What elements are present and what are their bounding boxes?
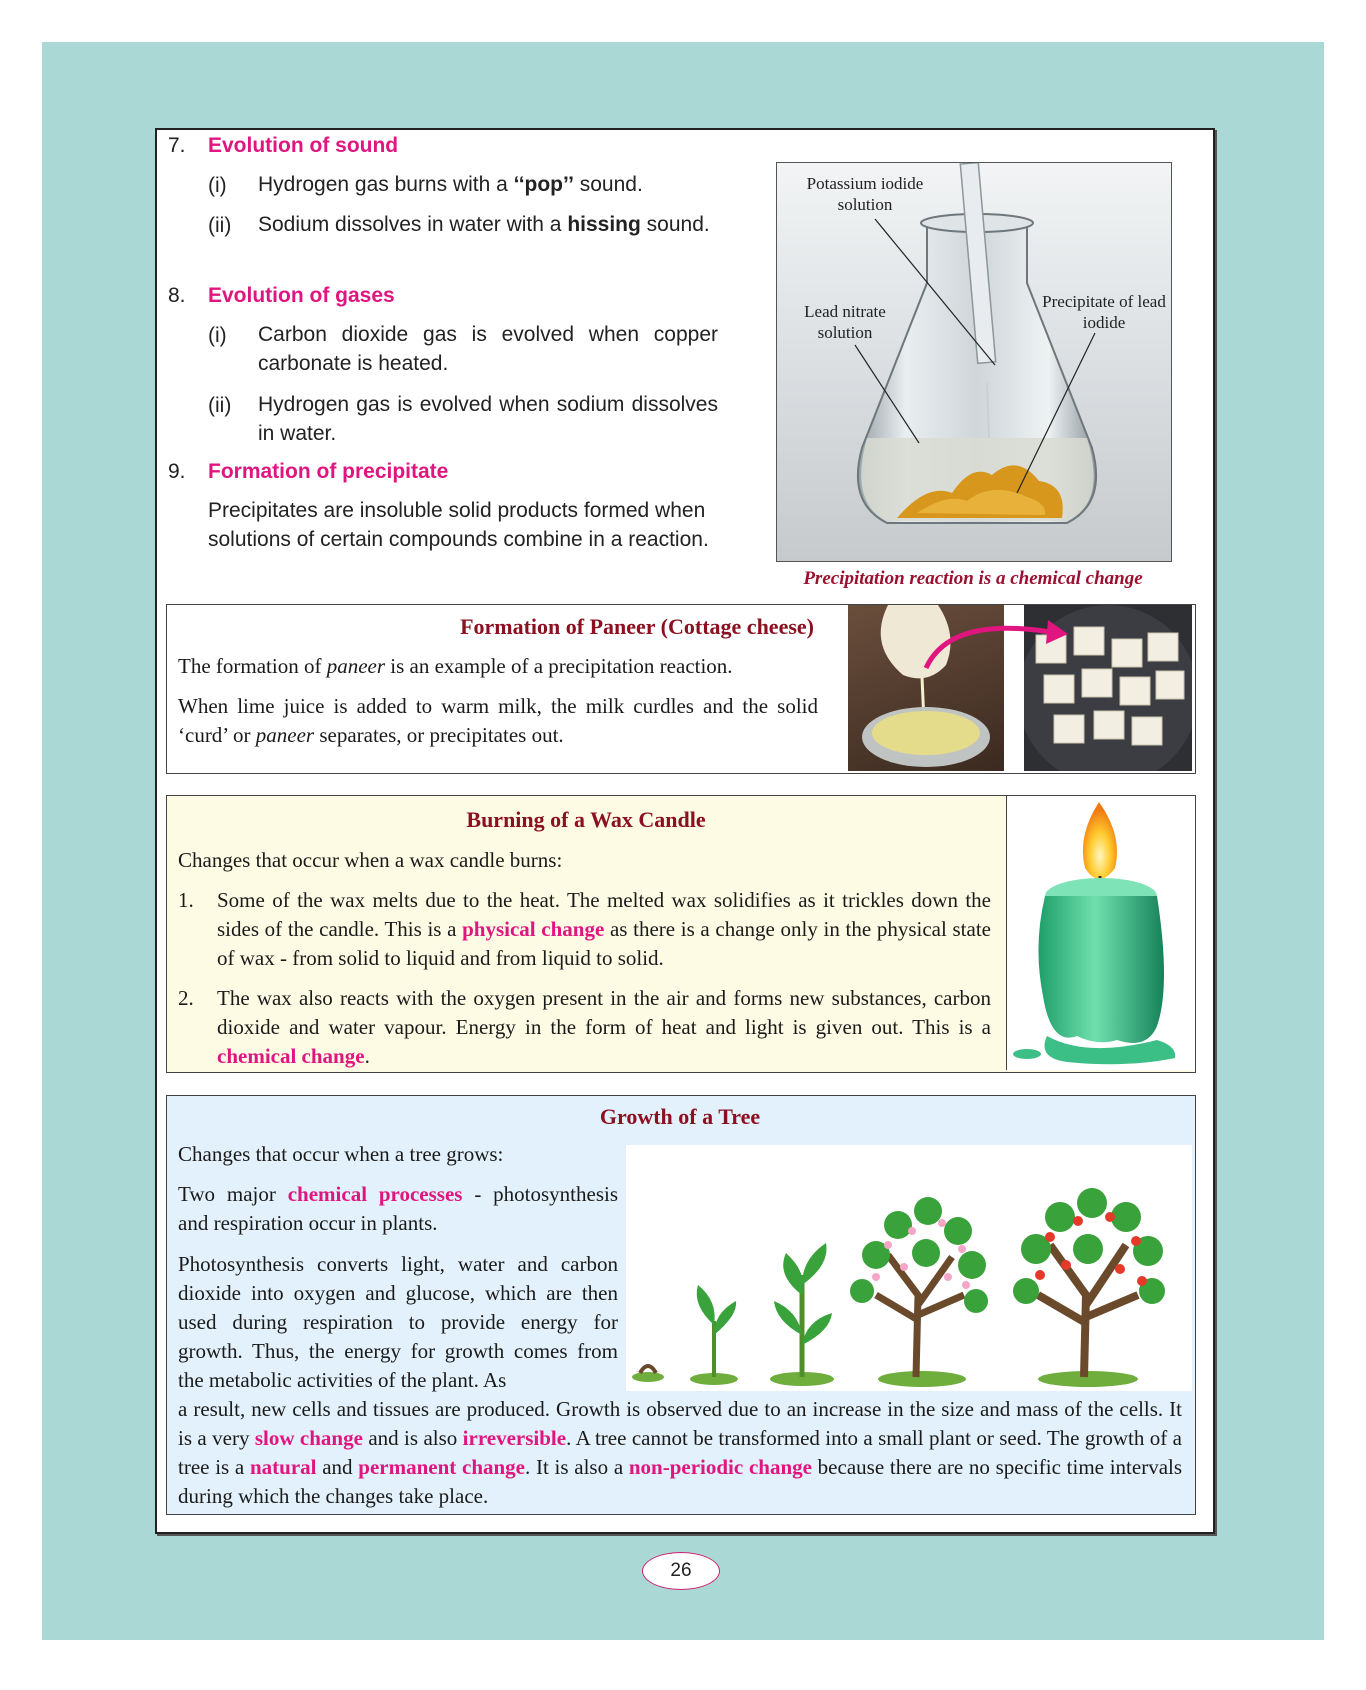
paneer-p1: The formation of paneer is an example of a precipitation reaction. xyxy=(178,654,733,678)
page-number: 26 xyxy=(642,1552,720,1590)
candle-item2-number: 2. xyxy=(178,986,194,1010)
candle-image-panel xyxy=(1006,796,1195,1070)
flask-illustration xyxy=(777,163,1171,561)
section-7-ii-label: (ii) xyxy=(208,214,232,237)
figure-caption: Precipitation reaction is a chemical change xyxy=(803,568,1143,589)
paneer-title: Formation of Paneer (Cottage cheese) xyxy=(460,614,814,639)
tree-p2: Photosynthesis converts light, water and carbon dioxide into oxygen and glucose, which are then used during respiration to provide energy for growth. Thus, the energy for growth comes from the metabolic activities of the plant. As xyxy=(178,1252,618,1392)
flask-figure xyxy=(776,162,1172,562)
section-8-i-text: Carbon dioxide gas is evolved when copper carbonate is heated. xyxy=(258,323,718,375)
young-plant-stage xyxy=(770,1243,834,1386)
section-8-number: 8. xyxy=(168,284,186,307)
fruit-tree-stage xyxy=(1013,1188,1165,1387)
section-8-title: Evolution of gases xyxy=(208,284,395,307)
section-7-number: 7. xyxy=(168,134,186,157)
section-7-i-label: (i) xyxy=(208,174,227,197)
label-lead-iodide: Precipitate of lead iodide xyxy=(1042,292,1166,332)
paneer-p2: When lime juice is added to warm milk, the milk curdles and the solid ‘curd’ or paneer separates, or precipitates out. xyxy=(178,694,818,747)
section-9-text: Precipitates are insoluble solid products formed when solutions of certain compounds combine in a reaction. xyxy=(208,499,709,551)
tree-p3: a result, new cells and tissues are produced. Growth is observed due to an increase in the size and mass of the cells. It is a very slow change and is also irreversible. A tree cannot be transformed into a small plant or seed. The growth of a tree is a natural and permanent change. It is also a non-periodic change because there are no specific time intervals during which the changes take place. xyxy=(178,1397,1183,1508)
seedling-stage xyxy=(690,1285,738,1385)
candle-item1-text: Some of the wax melts due to the heat. The melted wax solidifies as it trickles down the sides of the candle. This is a physical change as there is a change only in the physical state of wax - from solid to liquid and from liquid to solid. xyxy=(217,888,991,970)
candle-title: Burning of a Wax Candle xyxy=(466,807,706,832)
section-8-ii-label: (ii) xyxy=(208,394,232,417)
label-lead-nitrate: Lead nitrate solution xyxy=(804,302,886,342)
tree-intro: Changes that occur when a tree grows: xyxy=(178,1142,504,1166)
section-7-i-text: Hydrogen gas burns with a ‘‘pop’’ sound. xyxy=(258,173,643,196)
section-7-title: Evolution of sound xyxy=(208,134,399,157)
section-8-ii-text: Hydrogen gas is evolved when sodium dissolves in water. xyxy=(258,393,718,445)
candle-icon xyxy=(1007,796,1195,1070)
seed-stage xyxy=(632,1366,664,1382)
label-potassium-iodide: Potassium iodide solution xyxy=(806,174,924,214)
section-8-i-label: (i) xyxy=(208,324,227,347)
section-9-title: Formation of precipitate xyxy=(208,460,449,483)
tree-growth-illustration xyxy=(626,1145,1192,1391)
section-9-number: 9. xyxy=(168,460,186,483)
flowering-tree-stage xyxy=(850,1197,988,1387)
candle-intro: Changes that occur when a wax candle burns: xyxy=(178,848,563,872)
paneer-arrow-icon xyxy=(920,612,1070,672)
tree-title: Growth of a Tree xyxy=(599,1104,761,1129)
candle-item2-text: The wax also reacts with the oxygen present in the air and forms new substances, carbon dioxide and water vapour. Energy in the form of heat and light is given out. This is a chemical change. xyxy=(217,986,991,1068)
tree-p1: Two major chemical processes - photosynthesis and respiration occur in plants. xyxy=(178,1182,619,1235)
candle-item1-number: 1. xyxy=(178,888,194,912)
section-7-ii-text: Sodium dissolves in water with a hissing sound. xyxy=(258,213,710,236)
